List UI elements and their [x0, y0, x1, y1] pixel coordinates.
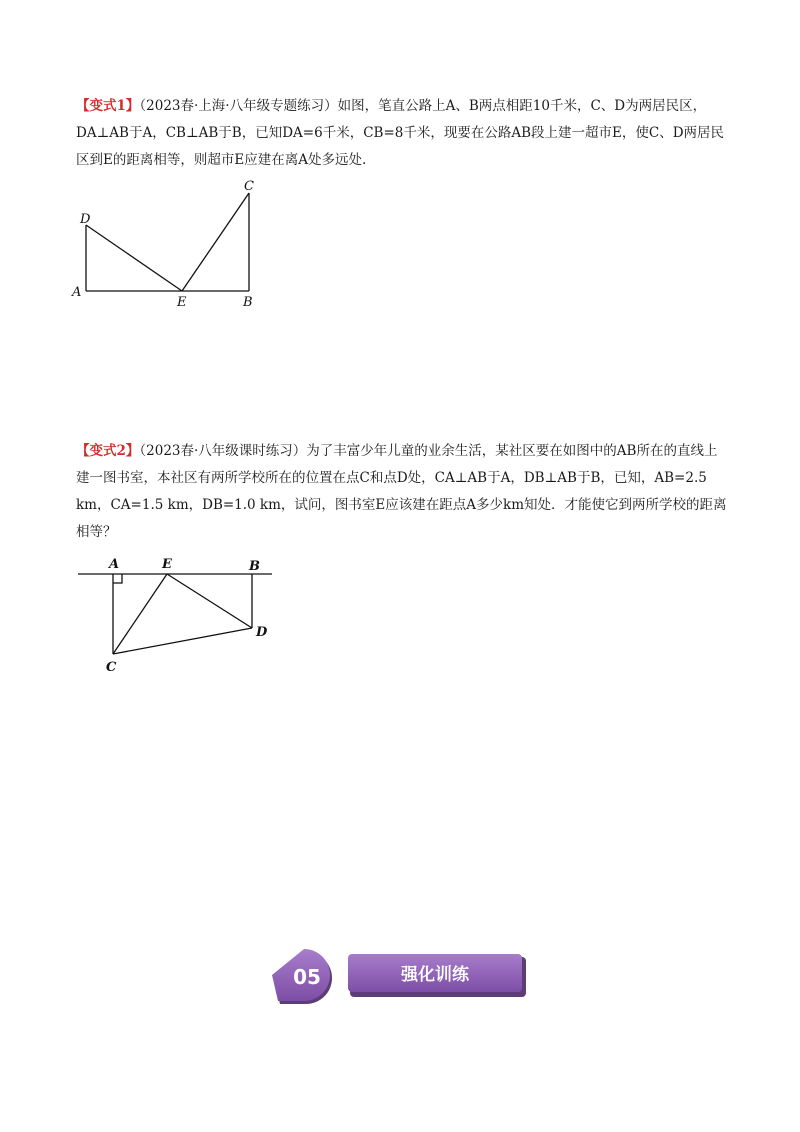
label-d: D — [256, 625, 268, 640]
problem-2 — [76, 438, 728, 546]
problem-1-body: （2023春·上海·八年级专题练习）如图，笔直公路上A、B两点相距10千米，C、D为两居民区，DA⊥AB于A，CB⊥AB于B，已知DA=6千米，CB=8千米，现要在公路AB段上建一超市E，使C、D两居民区到E的距离相等，则超市E应建在离A处多远处. — [76, 98, 725, 168]
figure-1 — [64, 176, 274, 311]
label-e: E — [177, 295, 187, 310]
problem-2-body: （2023春·八年级课时练习）为了丰富少年儿童的业余生活，某社区要在如图中的AB所在的直线上建一图书室，本社区有两所学校所在的位置在点C和点D处，CA⊥AB于A，DB⊥AB于B，已知，AB=2.5 km，CA=1.5 km，DB=1.0 km，试问，图书室E应该建在距点A多少km知处．才能使它到两所学校的距离相等？ — [76, 443, 727, 540]
label-e: E — [162, 557, 172, 572]
label-d: D — [80, 212, 91, 227]
segment-ce — [113, 574, 167, 654]
segment-de — [86, 225, 182, 291]
segment-ce — [182, 193, 249, 291]
problem-1-tag: 【变式1】 — [76, 98, 140, 114]
right-angle-mark — [113, 574, 122, 583]
problem-1 — [76, 93, 728, 174]
problem-2-tag: 【变式2】 — [76, 443, 140, 459]
banner-number: 05 — [293, 965, 321, 989]
problem-1-text — [76, 93, 728, 174]
label-a: A — [72, 285, 82, 300]
segment-ed — [167, 574, 252, 628]
section-banner — [270, 946, 530, 1006]
label-c: C — [244, 179, 254, 194]
segment-cd — [113, 628, 252, 654]
banner-title: 强化训练 — [401, 965, 469, 985]
label-b: B — [249, 559, 260, 574]
figure-2 — [78, 553, 278, 678]
problem-2-text — [76, 438, 728, 546]
label-b: B — [243, 295, 253, 310]
label-c: C — [106, 660, 117, 675]
label-a: A — [109, 557, 120, 572]
